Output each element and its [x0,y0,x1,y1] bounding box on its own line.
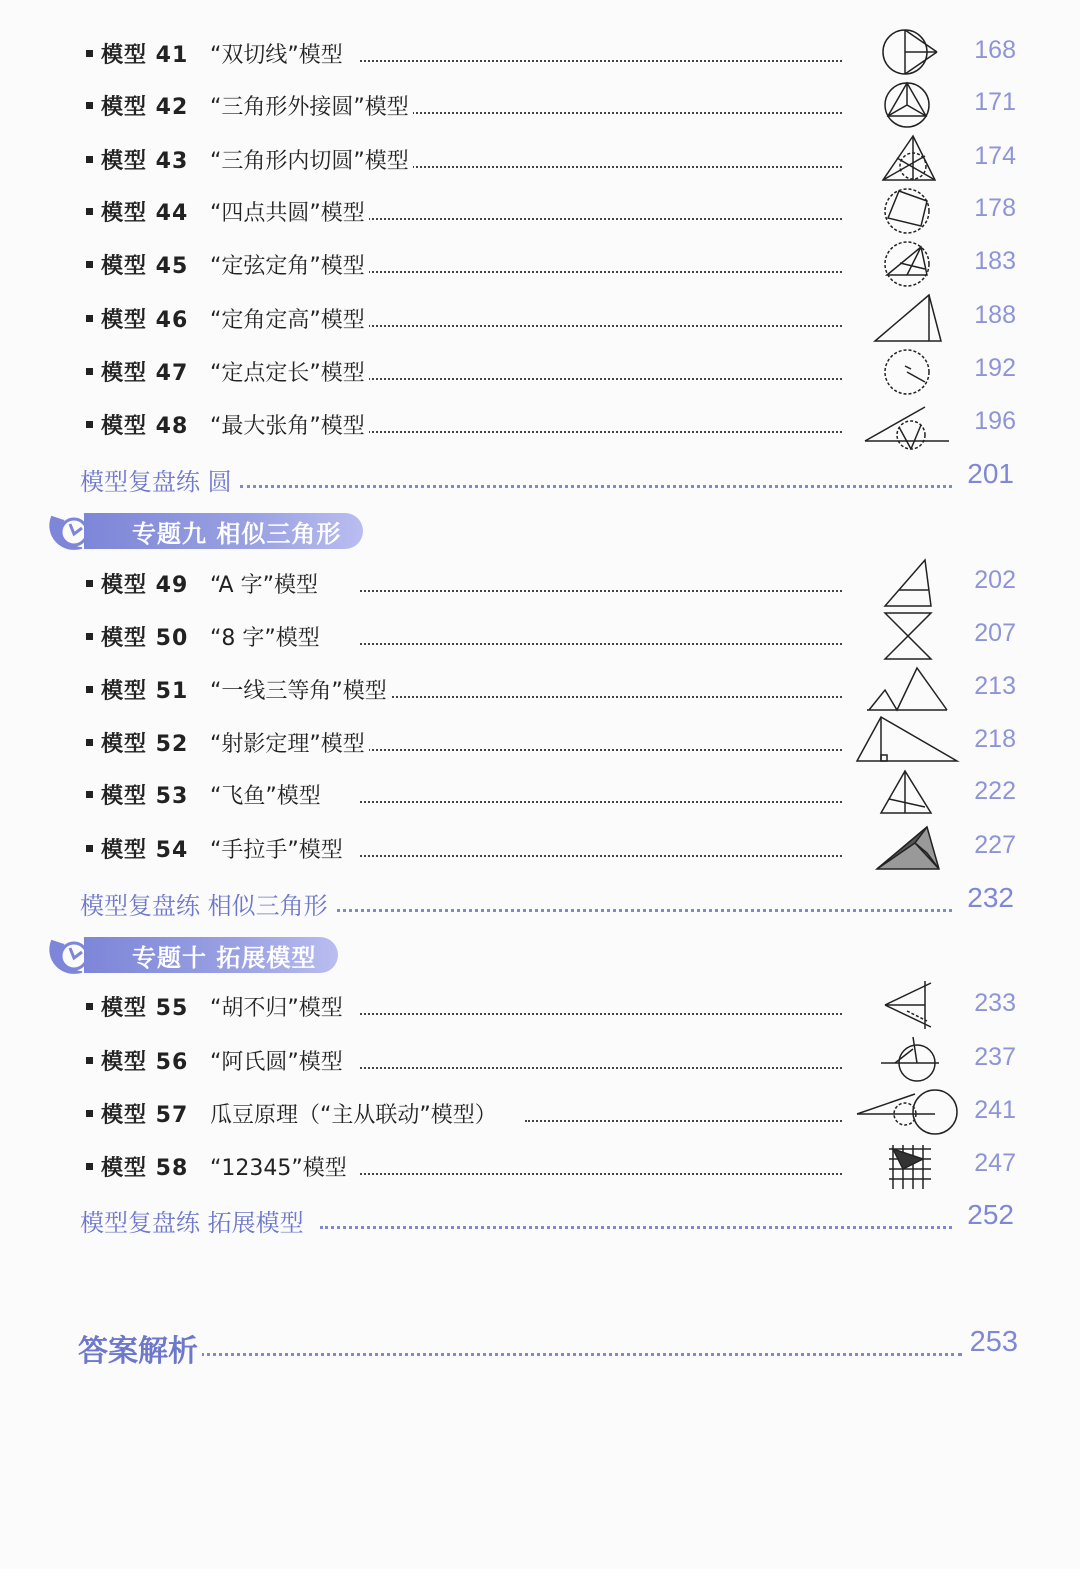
bullet [86,421,93,428]
dot-leader [360,431,842,433]
topic-title: 专题十 拓展模型 [84,937,338,973]
dot-leader [360,1013,842,1015]
circumcircle-icon [855,80,955,132]
page-number: 183 [974,247,1016,275]
incircle-icon [855,134,955,186]
fixed-angle-height-icon [855,293,955,345]
toc-entry[interactable] [0,401,1080,449]
dot-leader [360,643,842,645]
hand-in-hand-icon [855,823,955,875]
page-number: 227 [974,831,1016,859]
model-title: “三角形内切圆”模型 [210,144,413,175]
model-title: “12345”模型 [210,1151,351,1182]
model-number: 模型 41 [101,43,189,68]
model-title: “胡不归”模型 [210,991,347,1022]
dot-leader [320,1226,952,1229]
topic-title: 专题九 相似三角形 [84,513,363,549]
model-title: “定角定高”模型 [210,303,369,334]
bullet [86,102,93,109]
page-number: 207 [974,619,1016,647]
model-title: “手拉手”模型 [210,833,347,864]
review-title: 模型复盘练 相似三角形 [80,886,334,921]
bullet [86,261,93,268]
three-equal-angles-icon [855,664,955,716]
model-number: 模型 44 [101,201,189,226]
double-tangent-icon [855,28,955,80]
bullet [86,686,93,693]
model-number: 模型 56 [101,1050,189,1075]
page-number: 188 [974,301,1016,329]
grid-12345-icon [855,1141,955,1193]
model-title: “射影定理”模型 [210,727,369,758]
bullet [86,156,93,163]
dot-leader [525,1120,842,1122]
model-title: 瓜豆原理（“主从联动”模型） [210,1098,501,1129]
model-title: “一线三等角”模型 [210,674,391,705]
answers-entry[interactable] [0,1322,1080,1372]
review-entry-extension-models[interactable] [0,1197,1080,1245]
page-number: 171 [974,88,1016,116]
page-number: 218 [974,725,1016,753]
page-number: 241 [974,1096,1016,1124]
dot-leader [360,60,842,62]
model-title: “飞鱼”模型 [210,779,325,810]
page-number: 233 [974,989,1016,1017]
dot-leader [360,325,842,327]
model-title: “A 字”模型 [210,568,322,599]
dot-leader [360,112,842,114]
page-number: 202 [974,566,1016,594]
dot-leader [360,696,842,698]
model-number: 模型 42 [101,95,189,120]
bullet [86,208,93,215]
page-number: 247 [974,1149,1016,1177]
dot-leader [360,218,842,220]
page-number: 201 [967,458,1014,489]
toc-entry[interactable] [0,30,1080,78]
toc-entry[interactable] [0,241,1080,289]
bullet [86,1003,93,1010]
bullet [86,791,93,798]
model-number: 模型 46 [101,308,189,333]
topic-banner-extension-models [44,934,364,978]
toc-entry[interactable] [0,348,1080,396]
toc-entry[interactable] [0,1090,1080,1138]
dot-leader [360,855,842,857]
bullet [86,1057,93,1064]
model-title: “定点定长”模型 [210,356,369,387]
bullet [86,580,93,587]
model-title: “定弦定角”模型 [210,249,369,280]
dot-leader [360,749,842,751]
model-title: “双切线”模型 [210,38,347,69]
model-number: 模型 52 [101,732,189,757]
dot-leader [360,1173,842,1175]
dot-leader [360,271,842,273]
model-number: 模型 43 [101,149,189,174]
toc-entry[interactable] [0,771,1080,819]
page-number: 232 [967,882,1014,913]
dot-leader [200,1353,962,1356]
bullet [86,633,93,640]
page-number: 222 [974,777,1016,805]
toc-entry[interactable] [0,666,1080,714]
review-title: 模型复盘练 圆 [80,462,238,497]
page-number: 192 [974,354,1016,382]
toc-entry[interactable] [0,560,1080,608]
model-number: 模型 50 [101,626,189,651]
bullet [86,315,93,322]
dot-leader [360,166,842,168]
page-number: 178 [974,194,1016,222]
dot-leader [360,1067,842,1069]
dot-leader [360,801,842,803]
bullet [86,50,93,57]
apollonius-circle-icon [855,1035,955,1087]
toc-entry[interactable] [0,82,1080,130]
review-title: 模型复盘练 拓展模型 [80,1203,310,1238]
dot-leader [360,590,842,592]
a-shape-icon [855,558,955,610]
model-number: 模型 49 [101,573,189,598]
bullet [86,368,93,375]
page-number: 237 [974,1043,1016,1071]
model-number: 模型 57 [101,1103,189,1128]
master-slave-icon [855,1088,955,1140]
toc-entry[interactable] [0,1143,1080,1191]
model-title: “三角形外接圆”模型 [210,90,413,121]
flying-fish-icon [855,769,955,821]
bullet [86,739,93,746]
model-number: 模型 48 [101,414,189,439]
model-title: “8 字”模型 [210,621,324,652]
toc-entry[interactable] [0,295,1080,343]
model-title: “阿氏圆”模型 [210,1045,347,1076]
toc-entry[interactable] [0,719,1080,767]
toc-entry[interactable] [0,983,1080,1031]
model-number: 模型 47 [101,361,189,386]
model-number: 模型 53 [101,784,189,809]
model-number: 模型 54 [101,838,189,863]
page-number: 252 [967,1199,1014,1230]
page-number: 213 [974,672,1016,700]
model-number: 模型 51 [101,679,189,704]
toc-entry[interactable] [0,613,1080,661]
page-number: 253 [969,1326,1018,1358]
fixed-chord-angle-icon [855,239,955,291]
answers-title: 答案解析 [78,1326,202,1370]
toc-entry[interactable] [0,1037,1080,1085]
model-number: 模型 58 [101,1156,189,1181]
toc-entry[interactable] [0,136,1080,184]
model-number: 模型 55 [101,996,189,1021]
max-angle-icon [855,399,955,451]
topic-banner-similar-triangles [44,510,364,554]
bullet [86,1163,93,1170]
review-entry-similar-triangles[interactable] [0,880,1080,928]
eight-shape-icon [855,611,955,663]
toc-entry[interactable] [0,825,1080,873]
model-title: “最大张角”模型 [210,409,369,440]
dot-leader [360,378,842,380]
model-title: “四点共圆”模型 [210,196,369,227]
page-number: 174 [974,142,1016,170]
projection-theorem-icon [855,717,955,769]
dot-leader [240,909,952,912]
review-entry-circle[interactable] [0,456,1080,504]
concyclic-icon [855,186,955,238]
model-number: 模型 45 [101,254,189,279]
dot-leader [240,485,952,488]
hubugui-icon [855,981,955,1033]
bullet [86,845,93,852]
page-number: 196 [974,407,1016,435]
toc-entry[interactable] [0,188,1080,236]
bullet [86,1110,93,1117]
fixed-point-length-icon [855,346,955,398]
page-number: 168 [974,36,1016,64]
